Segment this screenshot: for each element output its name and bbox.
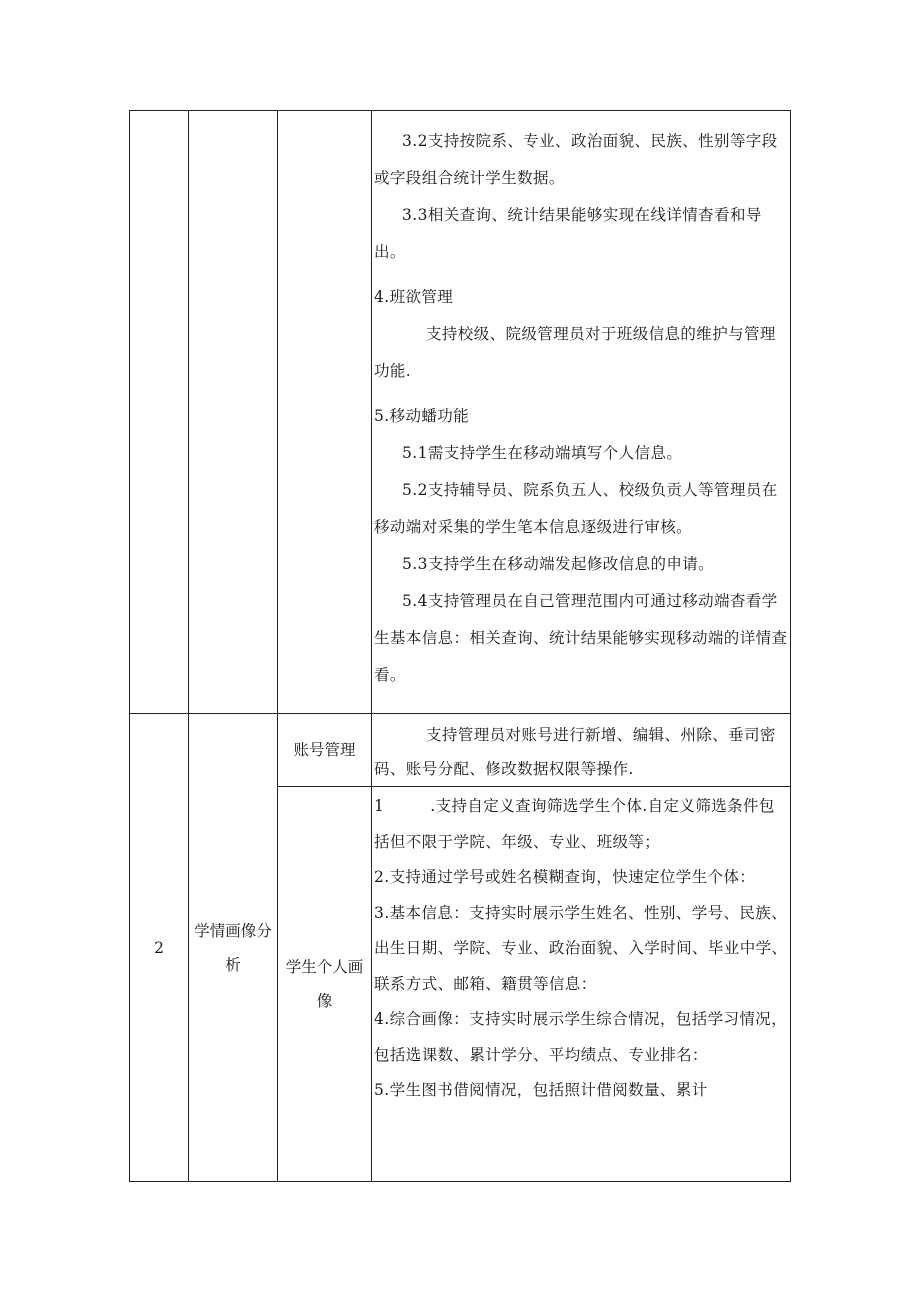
cell-category-empty — [189, 111, 278, 714]
item-1-text: .支持自定义查询筛选学生个体.自定义筛选条件包括但不限于学院、年级、专业、班级等； — [374, 797, 775, 851]
cell-category — [189, 714, 278, 1182]
cell-portrait-content — [372, 787, 791, 1182]
paragraph-5-3: 5.3支持学生在移动端发起修改信息的申请。 — [402, 555, 715, 573]
paragraph-5-4: 5.4支持管理员在自己管理范围内可通过移动端杳看学生基本信息：相关查询、统计结果能够实现移动端的详情查看。 — [374, 592, 788, 684]
cell-account-content — [372, 714, 791, 787]
cell-sub-empty — [278, 111, 372, 714]
cell-sub-portrait — [278, 787, 372, 1182]
heading-5: 5.移动蟠功能 — [374, 407, 470, 425]
heading-4: 4.班欲管理 — [374, 288, 454, 306]
cell-sub-account — [278, 714, 372, 787]
sub-label-account: 账号管理 — [293, 741, 356, 759]
paragraph-portrait-2: 2.支持通过学号或姓名模糊查询，快速定位学生个体： — [374, 868, 756, 886]
category-label: 学情画像分析 — [194, 921, 272, 974]
paragraph-portrait-1 — [374, 789, 788, 860]
requirements-table — [129, 110, 791, 1182]
sub-label-portrait: 学生个人画像 — [285, 958, 364, 1010]
paragraph-portrait-5: 5.学生图书借阅情况，包括照计借阅数量、累计 — [374, 1081, 708, 1099]
table-row-continued — [130, 111, 791, 714]
cell-content — [372, 111, 791, 714]
cell-number-empty — [130, 111, 189, 714]
paragraph-3-3: 3.3相关查询、统计结果能够实现在线详情杳看和导出。 — [374, 206, 762, 261]
cell-number — [130, 714, 189, 1182]
item-1-number: 1 — [374, 797, 385, 815]
paragraph-3-2: 3.2支持按院系、专业、政治面貌、民族、性别等字段或字段组合统计学生数据。 — [374, 132, 778, 187]
row-number: 2 — [154, 938, 164, 957]
paragraph-5-1: 5.1需支持学生在移动端填写个人信息。 — [402, 444, 683, 462]
paragraph-account: 支持管理员对账号进行新增、编辑、州除、垂司密码、账号分配、修改数据权限等操作. — [374, 726, 776, 778]
paragraph-5-2: 5.2支持辅导员、院系负五人、校级负贡人等管理员在移动端对采集的学生笔本信息逐级进行审核。 — [374, 481, 778, 536]
paragraph-4-body: 支持校级、院级管理员对于班级信息的维护与管理功能. — [374, 325, 776, 380]
paragraph-portrait-4: 4.综合画像：支持实时展示学生综合情况，包括学习情况，包括选课数、累计学分、平均绩点、专业排名： — [374, 1010, 788, 1064]
table-row-account — [130, 714, 791, 787]
paragraph-portrait-3: 3.基本信息：支持实时展示学生姓名、性别、学号、民族、出生日期、学院、专业、政治面貌、入学时间、毕业中学、联系方式、邮箱、籍贯等信息： — [374, 903, 788, 993]
